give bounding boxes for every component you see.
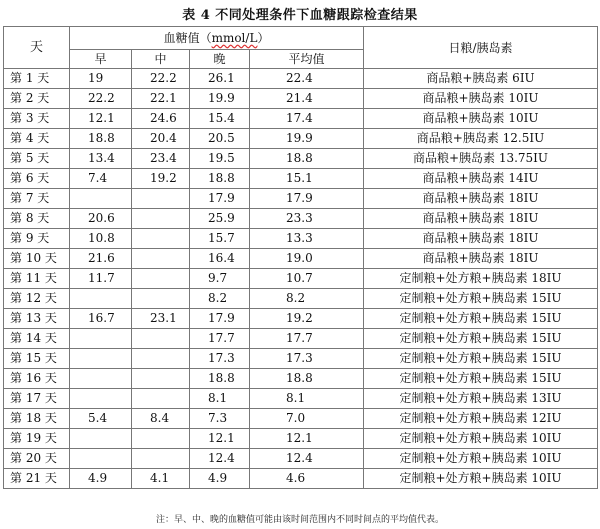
evening-cell: 19.9 — [190, 89, 250, 109]
average-cell: 17.3 — [250, 349, 364, 369]
morning-cell: 13.4 — [70, 149, 132, 169]
average-cell: 17.4 — [250, 109, 364, 129]
evening-cell: 18.8 — [190, 169, 250, 189]
average-cell: 13.3 — [250, 229, 364, 249]
header-glucose-prefix: 血糖值（ — [163, 31, 212, 45]
noon-cell — [132, 329, 190, 349]
evening-cell: 26.1 — [190, 69, 250, 89]
food-cell: 定制粮+处方粮+胰岛素 10IU — [364, 469, 598, 489]
glucose-table — [3, 26, 598, 489]
morning-cell — [70, 429, 132, 449]
food-cell: 定制粮+处方粮+胰岛素 18IU — [364, 269, 598, 289]
noon-cell — [132, 269, 190, 289]
table-row — [4, 149, 598, 169]
morning-cell — [70, 349, 132, 369]
average-cell: 23.3 — [250, 209, 364, 229]
evening-cell: 4.9 — [190, 469, 250, 489]
food-cell: 定制粮+处方粮+胰岛素 12IU — [364, 409, 598, 429]
table-row — [4, 429, 598, 449]
food-cell: 定制粮+处方粮+胰岛素 13IU — [364, 389, 598, 409]
food-cell: 定制粮+处方粮+胰岛素 15IU — [364, 349, 598, 369]
morning-cell: 18.8 — [70, 129, 132, 149]
morning-cell: 11.7 — [70, 269, 132, 289]
food-cell: 商品粮+胰岛素 12.5IU — [364, 129, 598, 149]
table-row — [4, 189, 598, 209]
noon-cell: 8.4 — [132, 409, 190, 429]
noon-cell — [132, 189, 190, 209]
evening-cell: 15.4 — [190, 109, 250, 129]
noon-cell: 23.1 — [132, 309, 190, 329]
food-cell: 商品粮+胰岛素 18IU — [364, 209, 598, 229]
average-cell: 12.4 — [250, 449, 364, 469]
table-row — [4, 229, 598, 249]
day-cell: 第 14 天 — [4, 329, 70, 349]
morning-cell — [70, 449, 132, 469]
noon-cell — [132, 289, 190, 309]
header-glucose-suffix: ） — [257, 31, 270, 45]
table-row — [4, 269, 598, 289]
table-row — [4, 349, 598, 369]
table-row — [4, 69, 598, 89]
day-cell: 第 8 天 — [4, 209, 70, 229]
average-cell: 18.8 — [250, 369, 364, 389]
morning-cell: 16.7 — [70, 309, 132, 329]
evening-cell: 12.4 — [190, 449, 250, 469]
noon-cell — [132, 449, 190, 469]
header-noon: 中 — [132, 50, 190, 69]
average-cell: 7.0 — [250, 409, 364, 429]
table-row — [4, 249, 598, 269]
day-cell: 第 4 天 — [4, 129, 70, 149]
noon-cell: 4.1 — [132, 469, 190, 489]
evening-cell: 18.8 — [190, 369, 250, 389]
day-cell: 第 13 天 — [4, 309, 70, 329]
morning-cell — [70, 369, 132, 389]
noon-cell: 22.2 — [132, 69, 190, 89]
day-cell: 第 10 天 — [4, 249, 70, 269]
average-cell: 8.1 — [250, 389, 364, 409]
table-row — [4, 129, 598, 149]
day-cell: 第 21 天 — [4, 469, 70, 489]
header-day: 天 — [4, 27, 70, 69]
table-row — [4, 309, 598, 329]
day-cell: 第 18 天 — [4, 409, 70, 429]
food-cell: 定制粮+处方粮+胰岛素 10IU — [364, 449, 598, 469]
day-cell: 第 15 天 — [4, 349, 70, 369]
morning-cell — [70, 389, 132, 409]
table-row — [4, 109, 598, 129]
average-cell: 4.6 — [250, 469, 364, 489]
morning-cell — [70, 329, 132, 349]
food-cell: 定制粮+处方粮+胰岛素 15IU — [364, 329, 598, 349]
food-cell: 定制粮+处方粮+胰岛素 15IU — [364, 369, 598, 389]
average-cell: 19.2 — [250, 309, 364, 329]
day-cell: 第 17 天 — [4, 389, 70, 409]
day-cell: 第 16 天 — [4, 369, 70, 389]
food-cell: 商品粮+胰岛素 6IU — [364, 69, 598, 89]
day-cell: 第 2 天 — [4, 89, 70, 109]
day-cell: 第 9 天 — [4, 229, 70, 249]
food-cell: 商品粮+胰岛素 10IU — [364, 109, 598, 129]
day-cell: 第 20 天 — [4, 449, 70, 469]
average-cell: 17.9 — [250, 189, 364, 209]
evening-cell: 17.9 — [190, 309, 250, 329]
food-cell: 商品粮+胰岛素 14IU — [364, 169, 598, 189]
day-cell: 第 19 天 — [4, 429, 70, 449]
food-cell: 商品粮+胰岛素 18IU — [364, 189, 598, 209]
evening-cell: 17.7 — [190, 329, 250, 349]
food-cell: 定制粮+处方粮+胰岛素 15IU — [364, 309, 598, 329]
header-row-1 — [4, 27, 598, 50]
morning-cell: 20.6 — [70, 209, 132, 229]
noon-cell: 19.2 — [132, 169, 190, 189]
food-cell: 商品粮+胰岛素 18IU — [364, 249, 598, 269]
evening-cell: 17.9 — [190, 189, 250, 209]
table-row — [4, 169, 598, 189]
noon-cell: 23.4 — [132, 149, 190, 169]
food-cell: 商品粮+胰岛素 18IU — [364, 229, 598, 249]
table-note: 注：早、中、晚的血糖值可能由该时间范围内不同时间点的平均值代表。 — [155, 515, 444, 525]
table-row — [4, 329, 598, 349]
day-cell: 第 7 天 — [4, 189, 70, 209]
evening-cell: 17.3 — [190, 349, 250, 369]
morning-cell: 22.2 — [70, 89, 132, 109]
day-cell: 第 3 天 — [4, 109, 70, 129]
header-glucose-unit: mmol/L — [211, 31, 258, 45]
noon-cell — [132, 369, 190, 389]
morning-cell — [70, 189, 132, 209]
noon-cell — [132, 229, 190, 249]
morning-cell: 19 — [70, 69, 132, 89]
table-row — [4, 469, 598, 489]
average-cell: 8.2 — [250, 289, 364, 309]
food-cell: 商品粮+胰岛素 13.75IU — [364, 149, 598, 169]
evening-cell: 15.7 — [190, 229, 250, 249]
evening-cell: 9.7 — [190, 269, 250, 289]
morning-cell: 4.9 — [70, 469, 132, 489]
food-cell: 定制粮+处方粮+胰岛素 15IU — [364, 289, 598, 309]
morning-cell: 10.8 — [70, 229, 132, 249]
table-body — [4, 69, 598, 489]
evening-cell: 8.1 — [190, 389, 250, 409]
average-cell: 19.0 — [250, 249, 364, 269]
header-average: 平均值 — [250, 50, 364, 69]
noon-cell — [132, 389, 190, 409]
noon-cell — [132, 349, 190, 369]
table-row — [4, 449, 598, 469]
evening-cell: 19.5 — [190, 149, 250, 169]
average-cell: 12.1 — [250, 429, 364, 449]
noon-cell: 24.6 — [132, 109, 190, 129]
header-glucose — [70, 27, 364, 50]
day-cell: 第 1 天 — [4, 69, 70, 89]
table-row — [4, 289, 598, 309]
header-morning: 早 — [70, 50, 132, 69]
morning-cell: 12.1 — [70, 109, 132, 129]
table-title: 表 4 不同处理条件下血糖跟踪检查结果 — [182, 8, 418, 23]
evening-cell: 8.2 — [190, 289, 250, 309]
table-row — [4, 89, 598, 109]
average-cell: 19.9 — [250, 129, 364, 149]
evening-cell: 12.1 — [190, 429, 250, 449]
header-food: 日粮/胰岛素 — [364, 27, 598, 69]
noon-cell: 20.4 — [132, 129, 190, 149]
evening-cell: 7.3 — [190, 409, 250, 429]
food-cell: 商品粮+胰岛素 10IU — [364, 89, 598, 109]
noon-cell — [132, 249, 190, 269]
average-cell: 10.7 — [250, 269, 364, 289]
morning-cell: 7.4 — [70, 169, 132, 189]
evening-cell: 25.9 — [190, 209, 250, 229]
evening-cell: 16.4 — [190, 249, 250, 269]
day-cell: 第 12 天 — [4, 289, 70, 309]
noon-cell — [132, 209, 190, 229]
day-cell: 第 5 天 — [4, 149, 70, 169]
header-evening: 晚 — [190, 50, 250, 69]
average-cell: 22.4 — [250, 69, 364, 89]
food-cell: 定制粮+处方粮+胰岛素 10IU — [364, 429, 598, 449]
table-row — [4, 369, 598, 389]
average-cell: 15.1 — [250, 169, 364, 189]
day-cell: 第 11 天 — [4, 269, 70, 289]
average-cell: 18.8 — [250, 149, 364, 169]
morning-cell: 21.6 — [70, 249, 132, 269]
noon-cell — [132, 429, 190, 449]
table-row — [4, 409, 598, 429]
average-cell: 17.7 — [250, 329, 364, 349]
noon-cell: 22.1 — [132, 89, 190, 109]
day-cell: 第 6 天 — [4, 169, 70, 189]
table-row — [4, 389, 598, 409]
average-cell: 21.4 — [250, 89, 364, 109]
table-row — [4, 209, 598, 229]
morning-cell: 5.4 — [70, 409, 132, 429]
morning-cell — [70, 289, 132, 309]
evening-cell: 20.5 — [190, 129, 250, 149]
